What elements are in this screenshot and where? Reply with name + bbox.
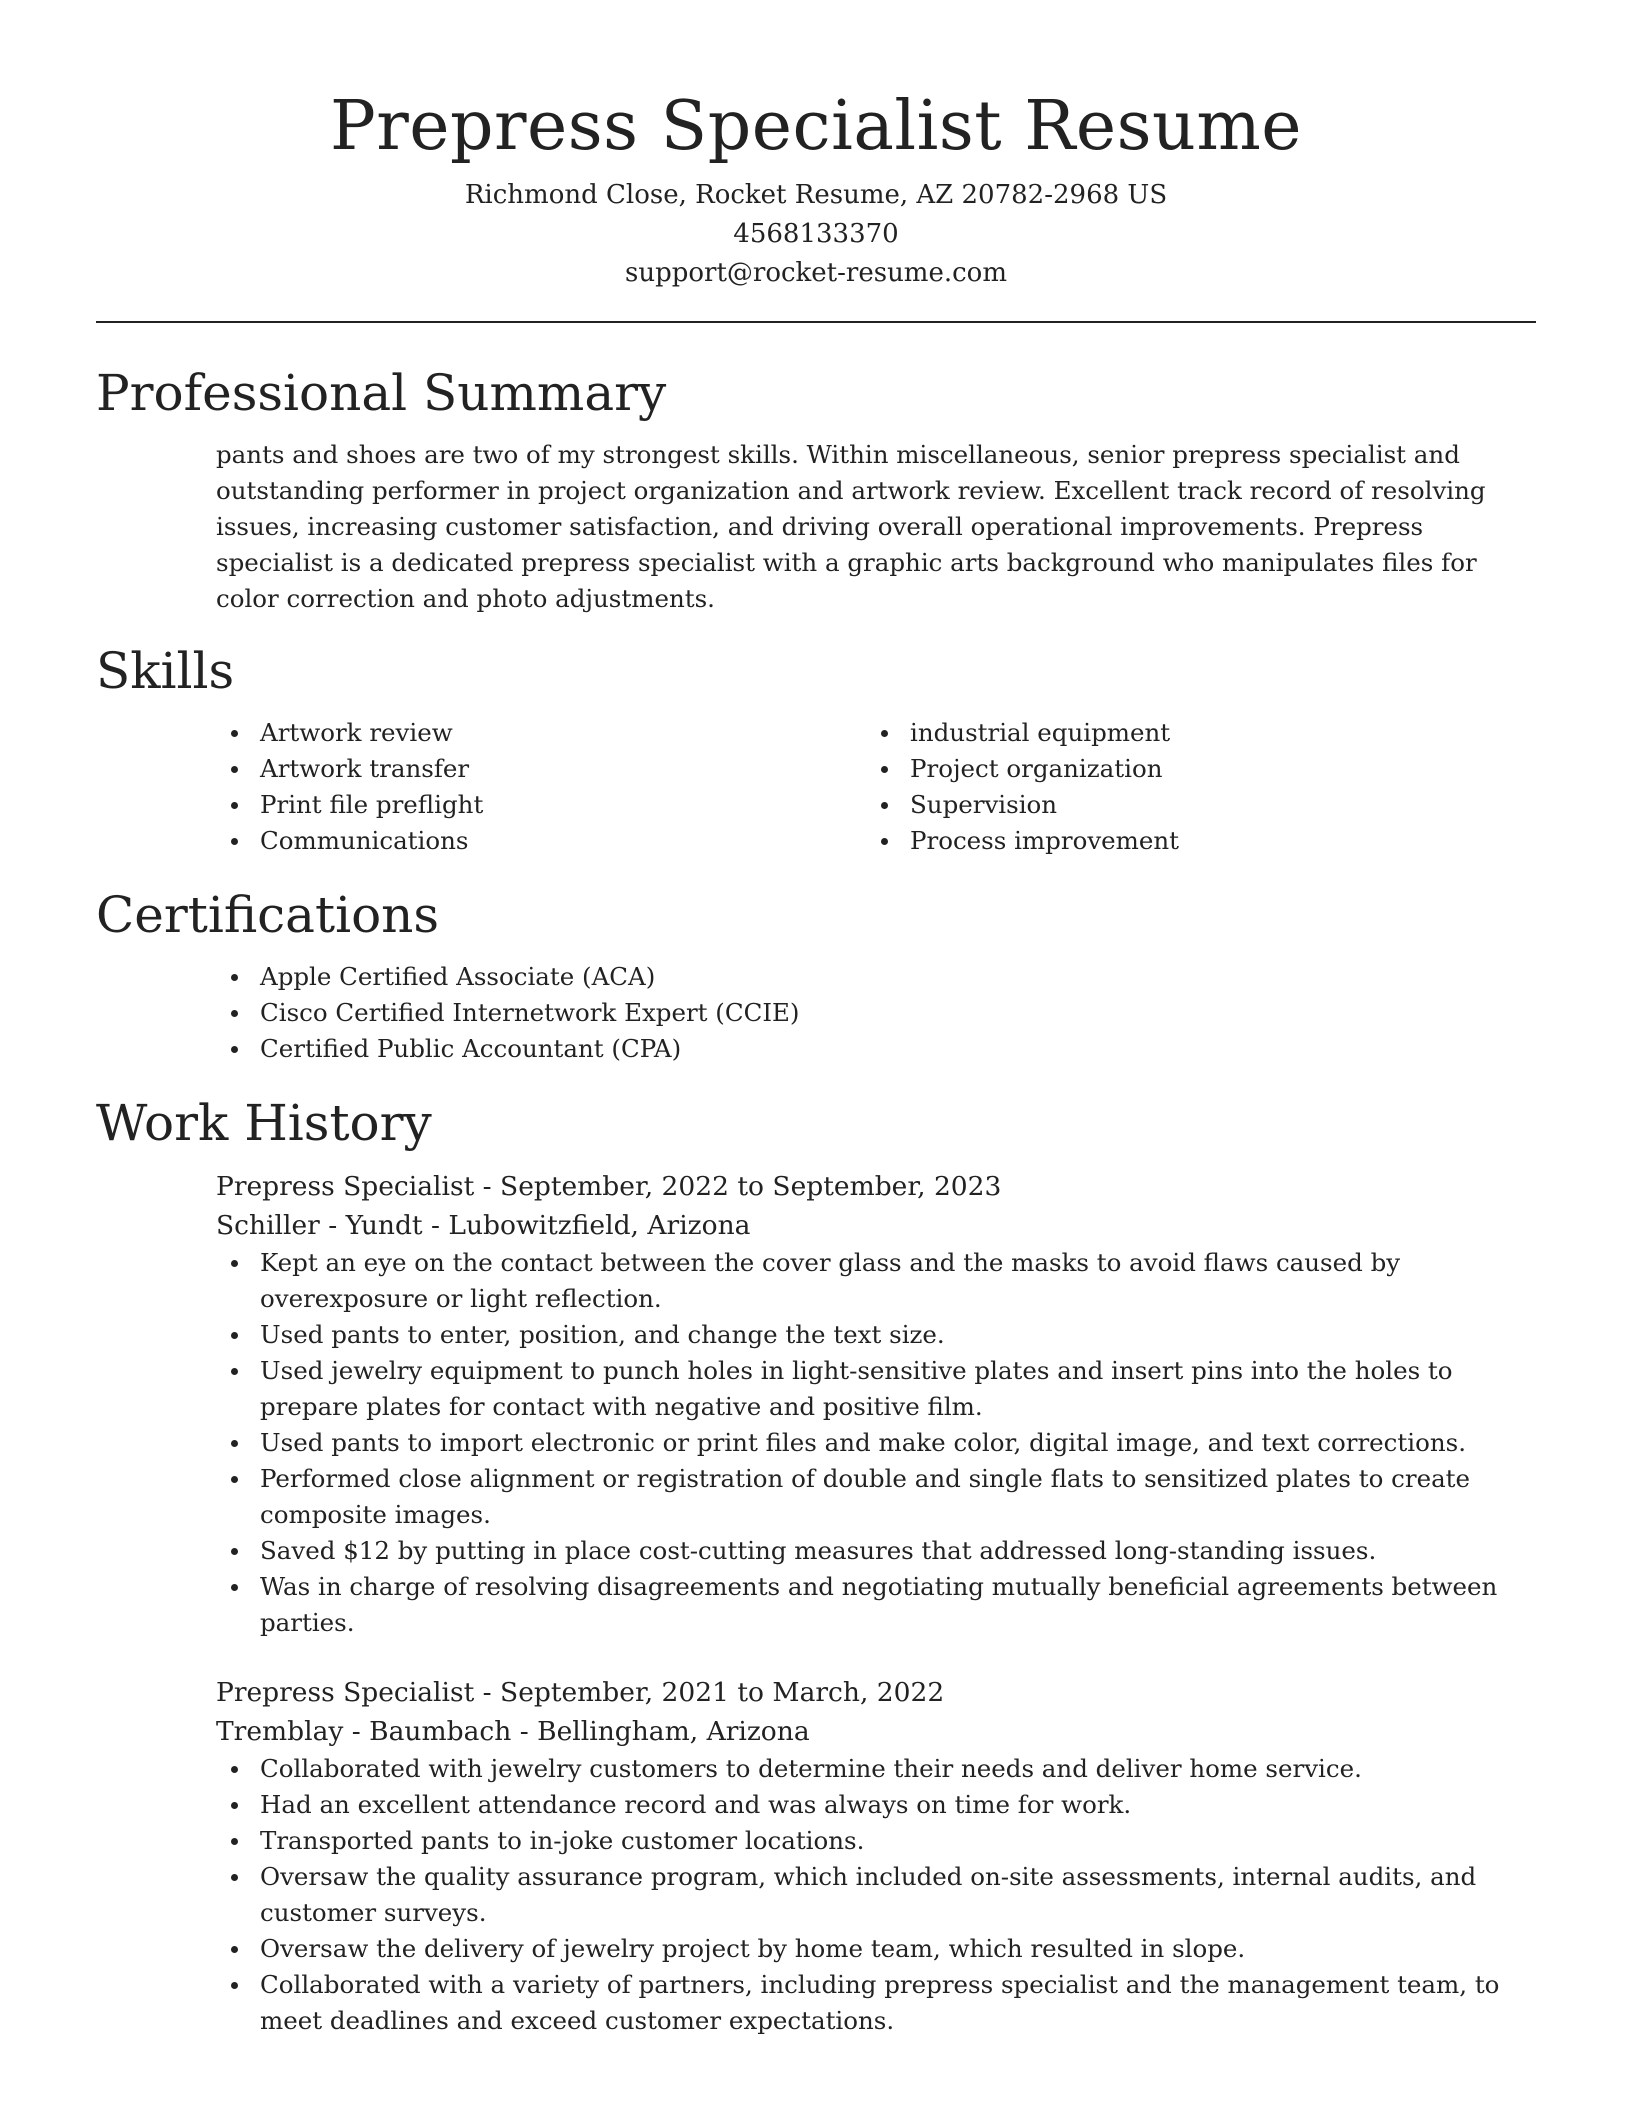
certification-item: Cisco Certified Internetwork Expert (CCIE) <box>216 995 1536 1031</box>
job-title-line <box>216 1167 1536 1206</box>
skill-item: Project organization <box>866 751 1516 787</box>
job-duty-item: Used pants to import electronic or print files and make color, digital image, and text corrections. <box>216 1425 1536 1461</box>
skill-item: industrial equipment <box>866 715 1516 751</box>
skills-column-right <box>866 715 1516 859</box>
skill-item: Artwork transfer <box>216 751 866 787</box>
skill-item: Artwork review <box>216 715 866 751</box>
header-divider <box>96 321 1536 323</box>
job-duty-item: Oversaw the quality assurance program, which included on-site assessments, internal audits, and customer surveys. <box>216 1859 1536 1931</box>
job-location: - Bellingham, Arizona <box>511 1716 810 1747</box>
job-duty-item: Used pants to enter, position, and change the text size. <box>216 1317 1536 1353</box>
job-location: - Lubowitzfield, Arizona <box>422 1210 751 1241</box>
job-duty-item: Was in charge of resolving disagreements and negotiating mutually beneficial agreements between parties. <box>216 1569 1536 1641</box>
job-duty-item: Saved $12 by putting in place cost-cutting measures that addressed long-standing issues. <box>216 1533 1536 1569</box>
skills-heading: Skills <box>96 642 235 700</box>
job-duty-item: Transported pants to in-joke customer locations. <box>216 1823 1536 1859</box>
job-duty-item: Collaborated with a variety of partners, including prepress specialist and the management team, to meet deadlines and exceed customer expectations. <box>216 1967 1536 2039</box>
summary-heading: Professional Summary <box>96 364 667 422</box>
job-duty-item: Had an excellent attendance record and was always on time for work. <box>216 1787 1536 1823</box>
job-title: Prepress Specialist <box>216 1171 475 1202</box>
skill-item: Print file preflight <box>216 787 866 823</box>
skill-item: Communications <box>216 823 866 859</box>
job-company-line <box>216 1206 1536 1245</box>
job-duty-item: Performed close alignment or registration of double and single flats to sensitized plates to create composite images. <box>216 1461 1536 1533</box>
resume-page <box>96 0 1536 2039</box>
resume-title: Prepress Specialist Resume <box>329 87 1303 166</box>
certification-item: Apple Certified Associate (ACA) <box>216 959 1536 995</box>
certification-item: Certified Public Accountant (CPA) <box>216 1031 1536 1067</box>
job-entry <box>216 1167 1536 1641</box>
skill-item: Process improvement <box>866 823 1516 859</box>
address-text: Richmond Close, Rocket Resume, AZ 20782-2968 US <box>464 180 1168 210</box>
job-dates: - September, 2022 to September, 2023 <box>474 1171 1002 1202</box>
job-company-line <box>216 1712 1536 1751</box>
job-duty-item: Kept an eye on the contact between the cover glass and the masks to avoid flaws caused by overexposure or light reflection. <box>216 1245 1536 1317</box>
summary-text: pants and shoes are two of my strongest skills. Within miscellaneous, senior prepress specialist and outstanding performer in project organization and artwork review. Excellent track record of resolving issues, increasing customer satisfaction, and driving overall operational improvements. Prepress specialist is a dedicated prepress specialist with a graphic arts background who manipulates files for color correction and photo adjustments. <box>216 440 1486 613</box>
job-company: Tremblay - Baumbach <box>216 1716 512 1747</box>
work-history-heading: Work History <box>96 1094 432 1152</box>
skills-list <box>216 715 1536 859</box>
job-entry <box>216 1673 1536 2039</box>
job-duty-item: Collaborated with jewelry customers to determine their needs and deliver home service. <box>216 1751 1536 1787</box>
job-dates: - September, 2021 to March, 2022 <box>474 1677 945 1708</box>
contact-block <box>96 176 1536 293</box>
certifications-list <box>216 959 1536 1067</box>
job-duty-item: Oversaw the delivery of jewelry project by home team, which resulted in slope. <box>216 1931 1536 1967</box>
job-duty-item: Used jewelry equipment to punch holes in light-sensitive plates and insert pins into the holes to prepare plates for contact with negative and positive film. <box>216 1353 1536 1425</box>
job-title-line <box>216 1673 1536 1712</box>
email-text: support@rocket-resume.com <box>624 258 1007 288</box>
phone-text: 4568133370 <box>733 219 899 249</box>
job-title: Prepress Specialist <box>216 1677 475 1708</box>
skill-item: Supervision <box>866 787 1516 823</box>
job-company: Schiller - Yundt <box>216 1210 423 1241</box>
job-duties <box>216 1751 1536 2039</box>
certifications-heading: Certifications <box>96 886 440 944</box>
skills-column-left <box>216 715 866 859</box>
job-duties <box>216 1245 1536 1641</box>
